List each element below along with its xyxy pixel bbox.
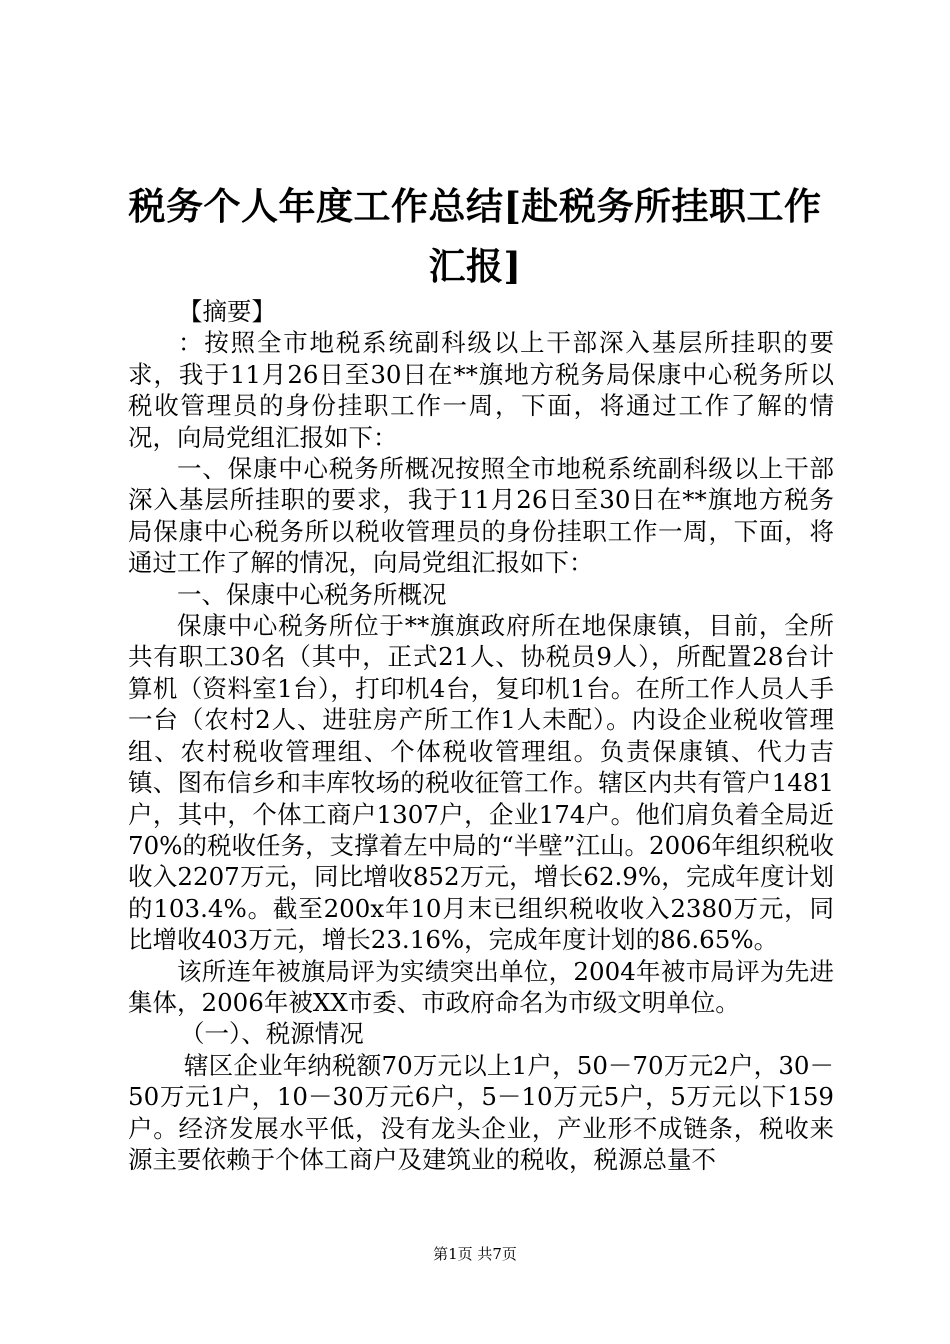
- tax-source-paragraph: 辖区企业年纳税额70万元以上1户，50－70万元2户，30－50万元1户，10－30万元6户，5－10万元5户，5万元以下159户。经济发展水平低，没有龙头企业，产业形不成链条，税收来源主要依赖于个体工商户及建筑业的税收，税源总量不: [128, 1050, 834, 1174]
- document-title: 税务个人年度工作总结[赴税务所挂职工作汇报]: [128, 184, 822, 288]
- subsection-heading: （一）、税源情况: [180, 1019, 364, 1049]
- section-one-heading: 一、保康中心税务所概况: [177, 579, 447, 609]
- section-one-paragraph: 一、保康中心税务所概况按照全市地税系统副科级以上干部深入基层所挂职的要求，我于11月26日至30日在**旗地方税务局保康中心税务所以税收管理员的身份挂职工作一周，下面，将通过工作了解的情况，向局党组汇报如下：: [128, 454, 834, 578]
- abstract-heading: 【摘要】: [178, 297, 276, 326]
- honors-paragraph: 该所连年被旗局评为实绩突出单位，2004年被市局评为先进集体，2006年被XX市委、市政府命名为市级文明单位。: [128, 956, 834, 1017]
- document-body: [128, 296, 834, 1175]
- abstract-paragraph: ：按照全市地税系统副科级以上干部深入基层所挂职的要求，我于11月26日至30日在**旗地方税务局保康中心税务所以税收管理员的身份挂职工作一周，下面，将通过工作了解的情况，向局党组汇报如下：: [128, 328, 834, 452]
- page-footer: 第1页 共7页: [433, 1245, 517, 1263]
- overview-paragraph: 保康中心税务所位于**旗旗政府所在地保康镇，目前，全所共有职工30名（其中，正式21人、协税员9人），所配置28台计算机（资料室1台），打印机4台，复印机1台。在所工作人员人手一台（农村2人、进驻房产所工作1人未配）。内设企业税收管理组、农村税收管理组、个体税收管理组。负责保康镇、代力吉镇、图布信乡和丰库牧场的税收征管工作。辖区内共有管户1481户，其中，个体工商户1307户，企业174户。他们肩负着全局近70%的税收任务，支撑着左中局的“半壁”江山。2006年组织税收收入2207万元，同比增收852万元，增长62.9%，完成年度计划的103.4%。截至200x年10月末已组织税收收入2380万元，同比增收403万元，增长23.16%，完成年度计划的86.65%。: [128, 611, 834, 955]
